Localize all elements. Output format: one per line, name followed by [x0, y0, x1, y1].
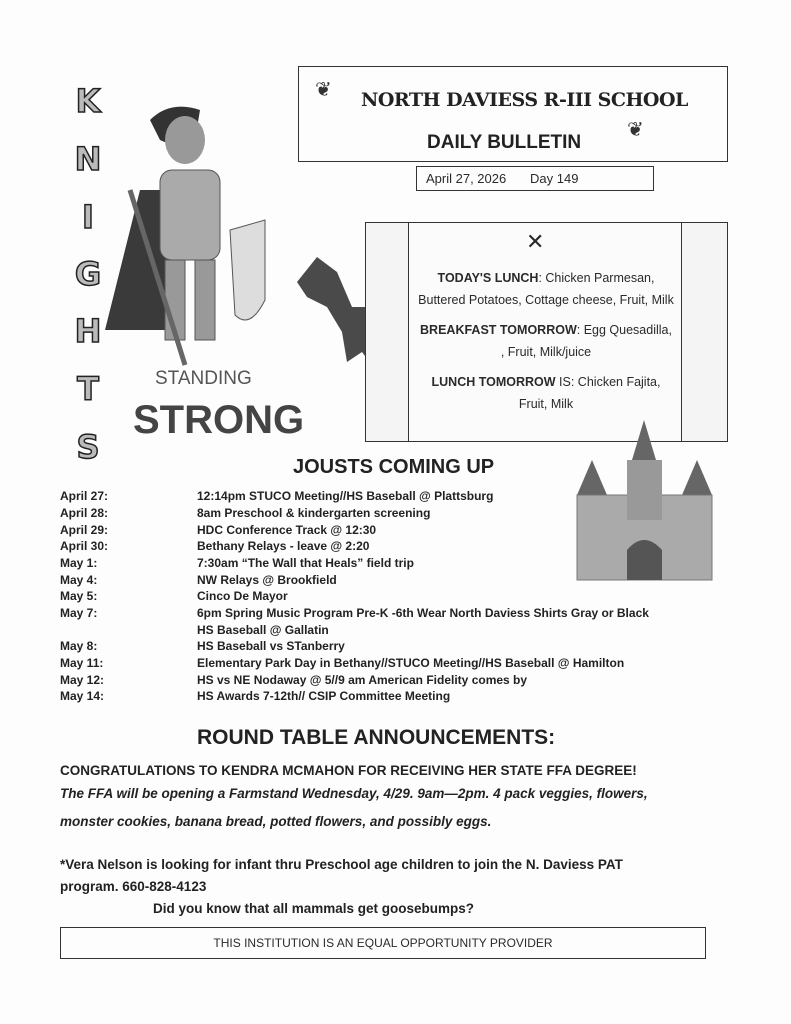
knights-letter: S [76, 428, 100, 466]
todays-lunch: TODAY'S LUNCH: Chicken Parmesan, Buttered Potatoes, Cottage cheese, Fruit, Milk [418, 271, 674, 307]
footer-box [60, 927, 706, 959]
event-text: Cinco De Mayor [197, 589, 288, 603]
event-date: May 1: [60, 556, 98, 570]
event-text: HS Awards 7-12th// CSIP Committee Meeting [197, 689, 451, 703]
equal-opportunity-notice: THIS INSTITUTION IS AN EQUAL OPPORTUNITY PROVIDER [213, 936, 553, 950]
knights-letter: I [82, 198, 94, 236]
event-date: April 29: [60, 523, 109, 537]
knights-letter: N [74, 140, 102, 178]
ffa-announcement-line1: The FFA will be opening a Farmstand Wednesday, 4/29. 9am—2pm. 4 pack veggies, flowers, [60, 786, 648, 801]
event-text: HS Baseball @ Gallatin [197, 623, 329, 637]
breakfast-tomorrow: BREAKFAST TOMORROW: Egg Quesadilla, , Fruit, Milk/juice [420, 323, 672, 359]
day-number: Day 149 [530, 171, 579, 186]
fun-fact: Did you know that all mammals get goosebumps? [153, 901, 475, 916]
bulletin-title: DAILY BULLETIN [427, 132, 582, 153]
date: April 27, 2026 [426, 171, 507, 186]
event-text: 8am Preschool & kindergarten screening [197, 506, 431, 520]
event-date: May 5: [60, 589, 98, 603]
event-text: 12:14pm STUCO Meeting//HS Baseball @ Plattsburg [197, 489, 494, 503]
flourish-icon: ❦ [315, 79, 332, 101]
event-text: HDC Conference Track @ 12:30 [197, 523, 377, 537]
knights-letter: G [74, 255, 102, 293]
lunch-box [365, 222, 728, 442]
event-date: May 4: [60, 573, 98, 587]
school-name: NORTH DAVIESS R-III SCHOOL [361, 89, 688, 111]
event-date: April 30: [60, 539, 109, 553]
event-date: May 14: [60, 689, 105, 703]
event-text: NW Relays @ Brookfield [197, 573, 337, 587]
event-text: HS Baseball vs STanberry [197, 639, 345, 653]
event-text: 6pm Spring Music Program Pre-K -6th Wear North Daviess Shirts Gray or Black [197, 606, 649, 620]
event-date: May 11: [60, 656, 104, 670]
event-date: April 27: [60, 489, 109, 503]
knights-letter: K [75, 82, 101, 120]
flourish-icon: ❦ [627, 119, 644, 141]
knights-letter: T [77, 370, 99, 408]
vera-announcement-line2: program. 660-828-4123 [60, 879, 207, 894]
date-box [416, 166, 654, 191]
jousts-heading: JOUSTS COMING UP [293, 456, 495, 478]
event-date: May 7: [60, 606, 98, 620]
vera-announcement-line1: *Vera Nelson is looking for infant thru Preschool age children to join the N. Daviess PAT [60, 857, 623, 872]
event-date: April 28: [60, 506, 109, 520]
event-text: Elementary Park Day in Bethany//STUCO Meeting//HS Baseball @ Hamilton [197, 656, 625, 670]
event-date: May 12: [60, 673, 105, 687]
utensils-icon: ✕ [526, 229, 545, 254]
slogan-strong: STRONG [133, 398, 305, 442]
announcements-heading: ROUND TABLE ANNOUNCEMENTS: [197, 726, 556, 749]
castle-illustration [572, 420, 717, 582]
congrats-announcement: CONGRATULATIONS TO KENDRA MCMAHON FOR RECEIVING HER STATE FFA DEGREE! [60, 763, 637, 778]
event-date: May 8: [60, 639, 98, 653]
slogan-standing: STANDING [155, 368, 252, 389]
event-text: Bethany Relays - leave @ 2:20 [197, 539, 370, 553]
knights-letter: H [74, 312, 102, 350]
event-text: 7:30am “The Wall that Heals” field trip [197, 556, 414, 570]
ffa-announcement-line2: monster cookies, banana bread, potted flowers, and possibly eggs. [60, 814, 492, 829]
knight-illustration [100, 80, 290, 370]
event-text: HS vs NE Nodaway @ 5//9 am American Fidelity comes by [197, 673, 528, 687]
header-box [298, 66, 728, 162]
lunch-tomorrow: LUNCH TOMORROW IS: Chicken Fajita, Fruit, Milk [431, 375, 661, 411]
